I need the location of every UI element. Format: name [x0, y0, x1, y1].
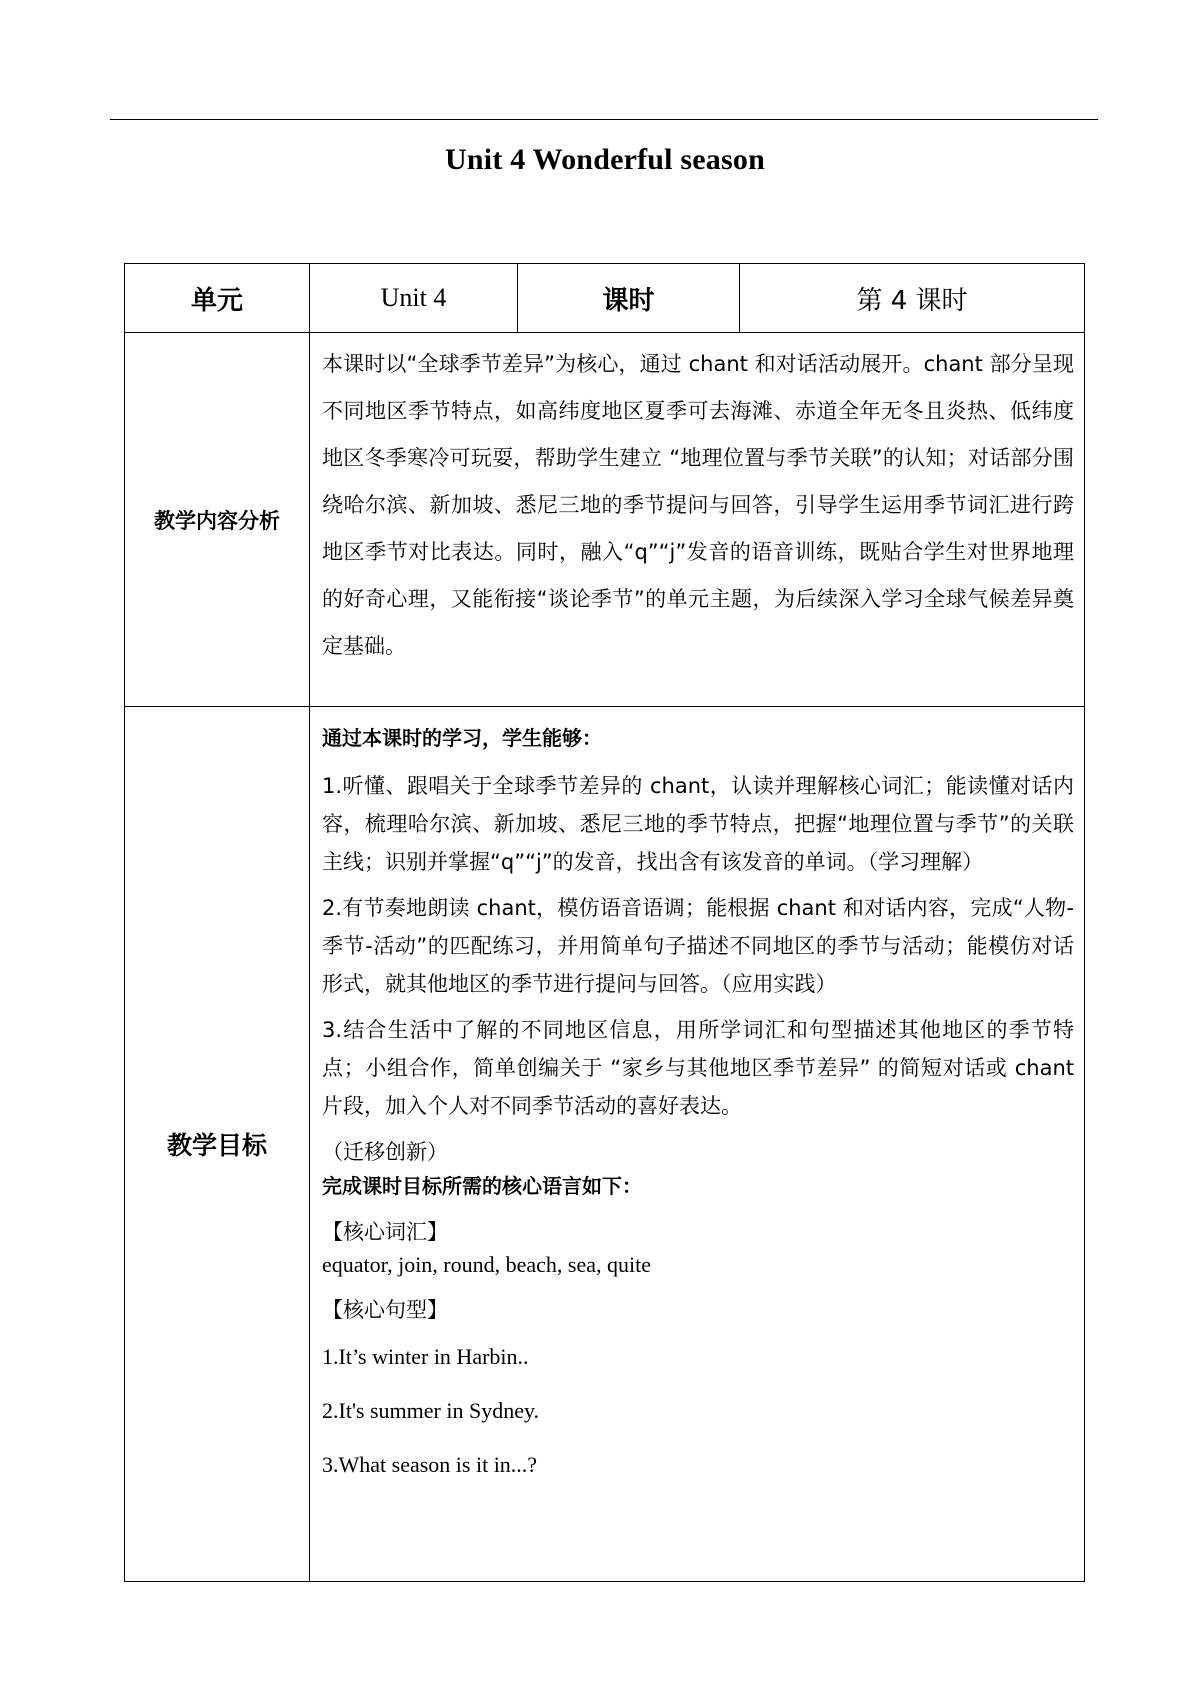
vocab-heading: 【核心词汇】 [322, 1220, 448, 1244]
core-language-heading: 完成课时目标所需的核心语言如下： [322, 1174, 642, 1198]
table-header-row [125, 264, 1085, 333]
lesson-plan-table [124, 263, 1085, 1582]
analysis-label-cell: 教学内容分析 [125, 333, 310, 707]
sentences-heading: 【核心句型】 [322, 1298, 448, 1322]
unit-value-cell: Unit 4 [310, 264, 518, 333]
document-title: Unit 4 Wonderful season [445, 143, 765, 176]
sentence-item-3: 3.What season is it in...? [322, 1452, 538, 1477]
goals-content-cell [310, 707, 1085, 1582]
lesson-value-cell: 第 4 课时 [740, 264, 1085, 333]
unit-label-cell: 单元 [125, 264, 310, 333]
goals-row [125, 707, 1085, 1582]
header-rule [110, 119, 1098, 120]
analysis-row [125, 333, 1085, 707]
goals-label-cell: 教学目标 [125, 707, 310, 1582]
lesson-label-cell: 课时 [518, 264, 740, 333]
goal-item-3-category: （迁移创新） [322, 1140, 448, 1164]
goal-item-1: 1.听懂、跟唱关于全球季节差异的 chant，认读并理解核心词汇；能读懂对话内容，梳理哈尔滨、新加坡、悉尼三地的季节特点，把握“地理位置与季节”的关联主线；识别并掌握“q”“j”的发音，找出含有该发音的单词。（学习理解） [322, 774, 1074, 874]
vocab-list: equator, join, round, beach, sea, quite [322, 1252, 652, 1277]
analysis-content-cell [310, 333, 1085, 707]
goals-lead: 通过本课时的学习，学生能够： [322, 726, 602, 750]
sentence-item-1: 1.It’s winter in Harbin.. [322, 1344, 529, 1369]
goal-item-3: 3.结合生活中了解的不同地区信息，用所学词汇和句型描述其他地区的季节特点；小组合作，简单创编关于 “家乡与其他地区季节差异” 的简短对话或 chant 片段，加入个人对不同季节活动的喜好表达。 [322, 1018, 1074, 1118]
analysis-text: 本课时以“全球季节差异”为核心，通过 chant 和对话活动展开。chant 部分呈现不同地区季节特点，如高纬度地区夏季可去海滩、赤道全年无冬且炎热、低纬度地区冬季寒冷可玩耍，帮助学生建立 “地理位置与季节关联”的认知；对话部分围绕哈尔滨、新加坡、悉尼三地的季节提问与回答，引导学生运用季节词汇进行跨地区季节对比表达。同时，融入“q”“j”发音的语音训练，既贴合学生对世界地理的好奇心理，又能衔接“谈论季节”的单元主题，为后续深入学习全球气候差异奠定基础。 [322, 352, 1074, 658]
sentence-item-2: 2.It's summer in Sydney. [322, 1398, 540, 1423]
goal-item-2: 2.有节奏地朗读 chant，模仿语音语调；能根据 chant 和对话内容，完成“人物-季节-活动”的匹配练习，并用简单句子描述不同地区的季节与活动；能模仿对话形式，就其他地区的季节进行提问与回答。（应用实践） [322, 896, 1074, 996]
